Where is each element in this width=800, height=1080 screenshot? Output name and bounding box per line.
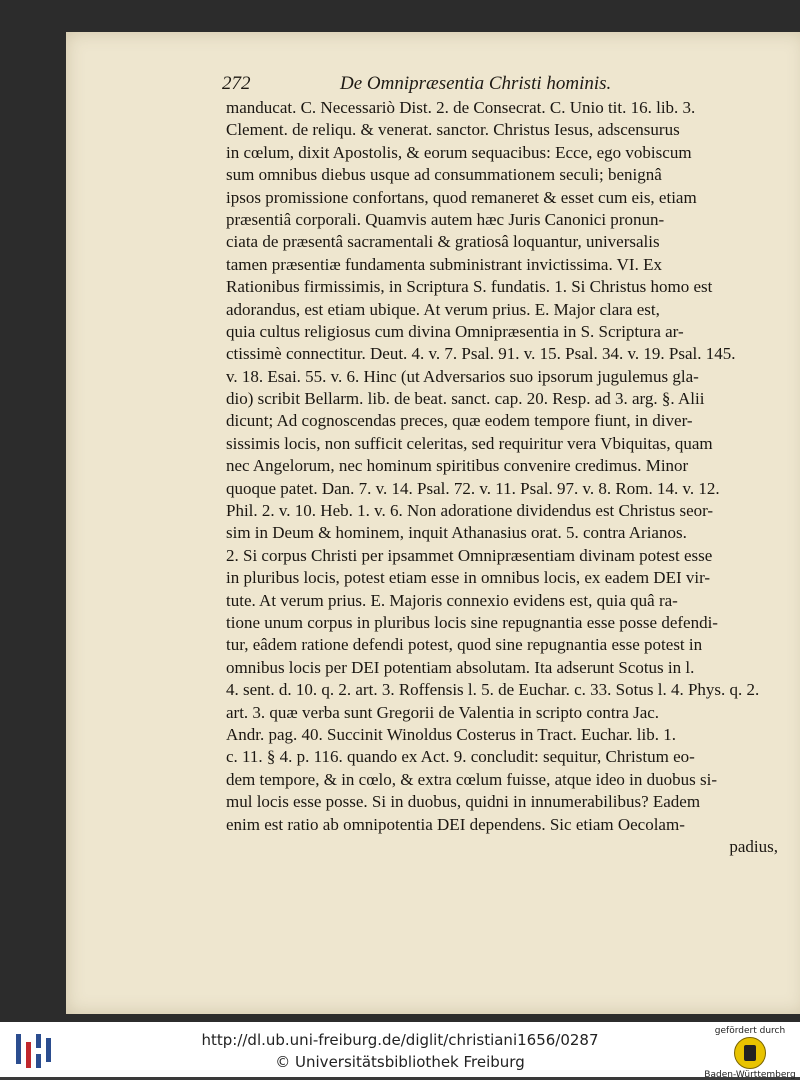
sponsor-caption: gefördert durch <box>714 1026 786 1036</box>
running-title: De Omnipræsentia Christi hominis. <box>340 73 612 94</box>
text-line: Phil. 2. v. 10. Heb. 1. v. 6. Non adoratione dividendus est Christus seor- <box>226 501 714 521</box>
text-line: manducat. C. Necessariò Dist. 2. de Consecrat. C. Unio tit. 16. lib. 3. <box>226 98 696 117</box>
text-line: 4. sent. d. 10. q. 2. art. 3. Roffensis l. 5. de Euchar. c. 33. Sotus l. 4. Phys. q. 2. <box>226 680 760 700</box>
text-line: sum omnibus diebus usque ad consummationem seculi; benignâ <box>226 165 662 185</box>
document-url-link[interactable]: http://dl.ub.uni-freiburg.de/diglit/christiani1656/0287 <box>201 1031 599 1049</box>
text-line: omnibus locis per DEI potentiam absolutam. Ita adserunt Scotus in l. <box>226 657 695 677</box>
page-body-text <box>226 97 786 858</box>
sponsor-name: Baden-Württemberg <box>704 1070 796 1080</box>
text-line: enim est ratio ab omnipotentia DEI dependens. Sic etiam Oecolam- <box>226 814 685 834</box>
text-line: adorandus, est etiam ubique. At verum prius. E. Major clara est, <box>226 299 660 319</box>
text-line: in cœlum, dixit Apostolis, & eorum sequacibus: Ecce, ego vobiscum <box>226 142 692 162</box>
text-line: tione unum corpus in pluribus locis sine repugnantia esse posse defendi- <box>226 612 718 632</box>
text-line: nec Angelorum, nec hominum spiritibus convenire credimus. Minor <box>226 456 689 476</box>
text-line: Rationibus firmissimis, in Scriptura S. fundatis. 1. Si Christus homo est <box>226 277 713 297</box>
text-line: tamen præsentiæ fundamenta subministrant invictissima. VI. Ex <box>226 254 662 274</box>
text-line: tur, eâdem ratione defendi potest, quod sine repugnantia esse potest in <box>226 635 703 655</box>
text-line: dio) scribit Bellarm. lib. de beat. sanct. cap. 20. Resp. ad 3. arg. §. Alii <box>226 389 705 409</box>
text-line: præsentiâ corporali. Quamvis autem hæc Juris Canonici pronun- <box>226 209 665 229</box>
text-line: ciata de præsentâ sacramentali & gratiosâ loquantur, universalis <box>226 232 660 252</box>
state-coat-of-arms-icon <box>734 1037 766 1069</box>
page-number: 272 <box>222 73 251 94</box>
text-line: art. 3. quæ verba sunt Gregorii de Valentia in scripto contra Jac. <box>226 702 660 722</box>
text-line: 2. Si corpus Christi per ipsammet Omnipræsentiam divinam potest esse <box>226 545 713 565</box>
page-header <box>222 73 782 95</box>
catchword: padius, <box>729 836 778 856</box>
viewer-footer <box>0 1022 800 1080</box>
text-line: tute. At verum prius. E. Majoris connexio evidens est, quia quâ ra- <box>226 590 678 610</box>
text-line: quoque patet. Dan. 7. v. 14. Psal. 72. v. 11. Psal. 97. v. 8. Rom. 14. v. 12. <box>226 478 720 498</box>
text-line: sim in Deum & hominem, inquit Athanasius orat. 5. contra Arianos. <box>226 523 687 543</box>
text-line: c. 11. § 4. p. 116. quando ex Act. 9. concludit: sequitur, Christum eo- <box>226 747 695 767</box>
text-line: sissimis locis, non sufficit celeritas, sed requiritur vera Vbiquitas, quam <box>226 433 713 453</box>
text-line: Andr. pag. 40. Succinit Winoldus Costerus in Tract. Euchar. lib. 1. <box>226 724 676 744</box>
copyright-notice: © Universitätsbibliothek Freiburg <box>275 1053 525 1071</box>
text-line: quia cultus religiosus cum divina Omnipræsentia in S. Scriptura ar- <box>226 321 684 341</box>
text-line: ctissimè connectitur. Deut. 4. v. 7. Psal. 91. v. 15. Psal. 34. v. 19. Psal. 145. <box>226 344 736 364</box>
text-line: Clement. de reliqu. & venerat. sanctor. Christus Iesus, adscensurus <box>226 120 680 140</box>
sponsor-block <box>700 1024 800 1080</box>
text-line: mul locis esse posse. Si in duobus, quidni in innumerabilibus? Eadem <box>226 792 701 812</box>
text-line: ipsos promissione confortans, quod remaneret & esset cum eis, etiam <box>226 187 697 207</box>
text-line: dem tempore, & in cœlo, & extra cœlum fuisse, atque ideo in duobus si- <box>226 769 718 789</box>
text-line: in pluribus locis, potest etiam esse in omnibus locis, ex eadem DEI vir- <box>226 568 711 588</box>
text-line: dicunt; Ad cognoscendas preces, quæ eodem tempore fiunt, in diver- <box>226 411 693 431</box>
text-line: v. 18. Esai. 55. v. 6. Hinc (ut Adversarios suo ipsorum jugulemus gla- <box>226 366 699 386</box>
